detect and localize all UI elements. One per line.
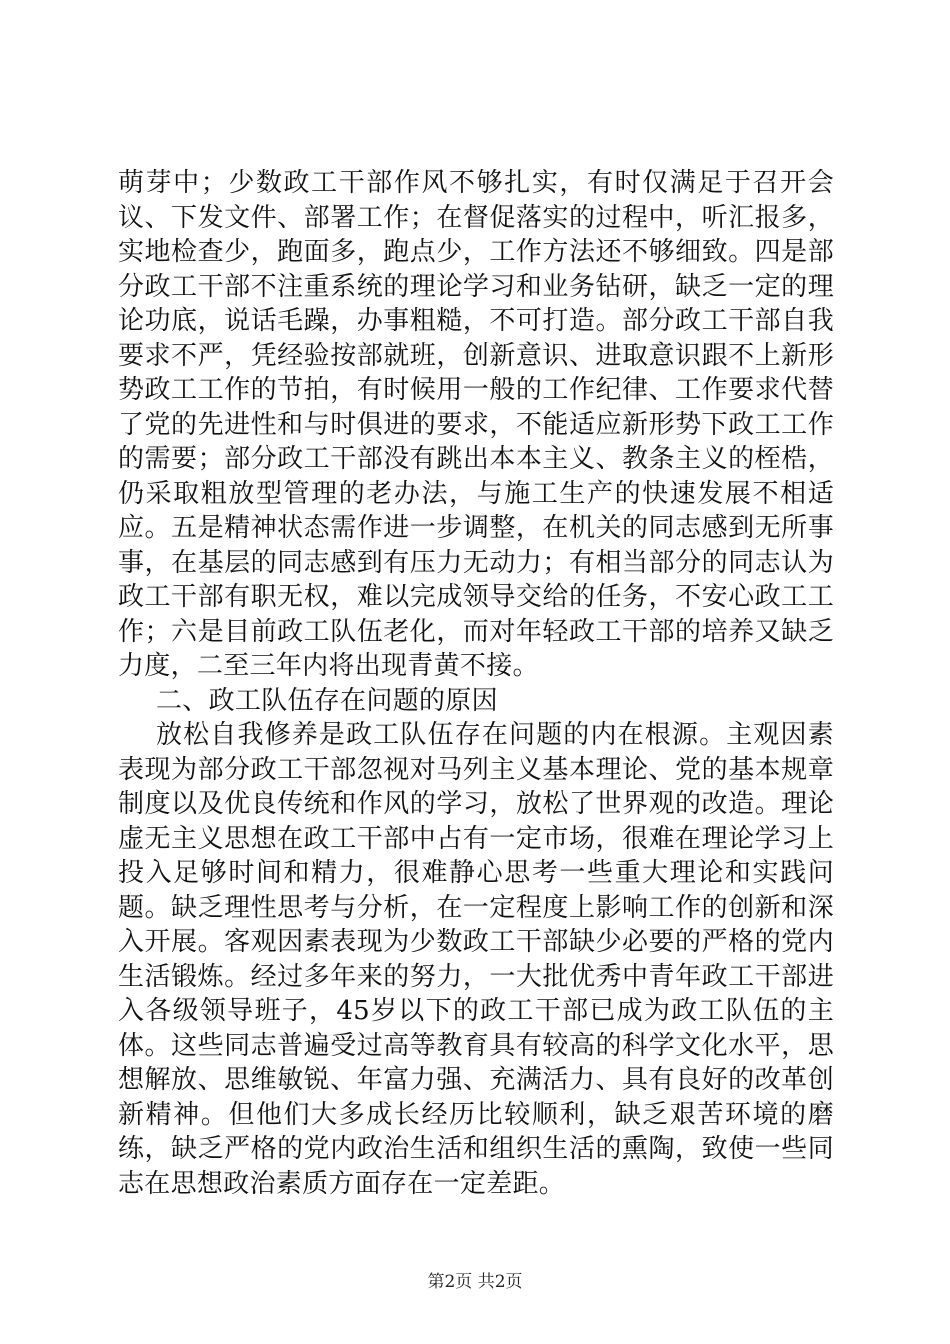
paragraph-continuation: 萌芽中；少数政工干部作风不够扎实，有时仅满足于召开会议、下发文件、部署工作；在督促落实的过程中，听汇报多，实地检查少，跑面多，跑点少，工作方法还不够细致。四是部分政工干部不注重系统的理论学习和业务钻研，缺乏一定的理论功底，说话毛躁，办事粗糙，不可打造。部分政工干部自我要求不严，凭经验按部就班，创新意识、进取意识跟不上新形势政工工作的节拍，有时候用一般的工作纪律、工作要求代替了党的先进性和与时俱进的要求，不能适应新形势下政工工作的需要；部分政工干部没有跳出本本主义、教条主义的桎梏，仍采取粗放型管理的老办法，与施工生产的快速发展不相适应。五是精神状态需作进一步调整，在机关的同志感到无所事事，在基层的同志感到有压力无动力；有相当部分的同志认为政工干部有职无权，难以完成领导交给的任务，不安心政工工作；六是目前政工队伍老化，而对年轻政工干部的培养又缺乏力度，二至三年内将出现青黄不接。 — [118, 168, 834, 681]
page-number-label: 第2页 共2页 — [427, 1272, 523, 1292]
section-heading: 二、政工队伍存在问题的原因 — [156, 685, 498, 716]
document-body — [118, 166, 834, 1201]
page-footer — [0, 1271, 950, 1293]
paragraph-causes: 放松自我修养是政工队伍存在问题的内在根源。主观因素表现为部分政工干部忽视对马列主义基本理论、党的基本规章制度以及优良传统和作风的学习，放松了世界观的改造。理论虚无主义思想在政工干部中占有一定市场，很难在理论学习上投入足够时间和精力，很难静心思考一些重大理论和实践问题。缺乏理性思考与分析，在一定程度上影响工作的创新和深入开展。客观因素表现为少数政工干部缺少必要的严格的党内生活锻炼。经过多年来的努力，一大批优秀中青年政工干部进入各级领导班子，45岁以下的政工干部已成为政工队伍的主体。这些同志普遍受过高等教育具有较高的科学文化水平，思想解放、思维敏锐、年富力强、充满活力、具有良好的改革创新精神。但他们大多成长经历比较顺利，缺乏艰苦环境的磨练，缺乏严格的党内政治生活和组织生活的熏陶，致使一些同志在思想政治素质方面存在一定差距。 — [118, 720, 834, 1199]
